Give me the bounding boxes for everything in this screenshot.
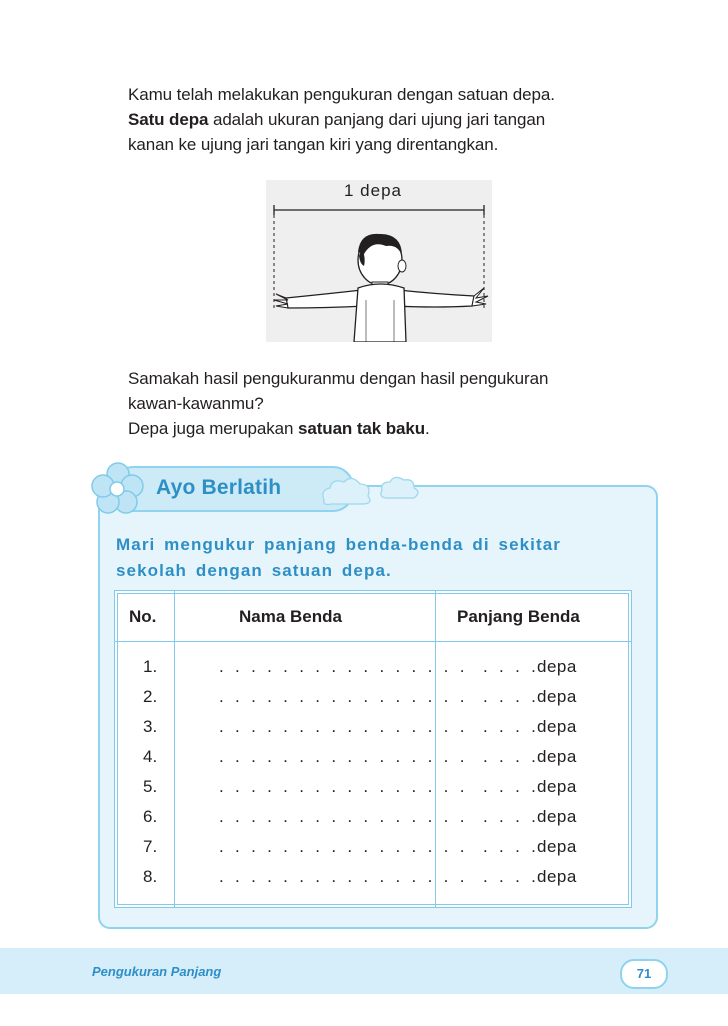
- table-row: [115, 747, 631, 777]
- row-number: 6.: [143, 807, 158, 826]
- footer-chapter-title: Pengukuran Panjang: [92, 964, 222, 979]
- panjang-blank[interactable]: . . . .: [483, 747, 540, 766]
- exercise-title: Ayo Berlatih: [156, 476, 282, 499]
- instruction-line-1: Mari mengukur panjang benda-benda di sekitar: [116, 535, 562, 554]
- table-row: [115, 687, 631, 717]
- unit-label: depa: [537, 807, 577, 826]
- table-row: [115, 807, 631, 837]
- row-number: 3.: [143, 717, 158, 736]
- nama-benda-blank[interactable]: . . . . . . . . . . . . . . . .: [219, 777, 468, 796]
- row-number: 5.: [143, 777, 158, 796]
- satuan-tak-baku-term: satuan tak baku: [298, 419, 426, 438]
- question-line-1: Samakah hasil pengukuranmu dengan hasil pengukuran: [128, 369, 549, 388]
- intro-line-3: kanan ke ujung jari tangan kiri yang direntangkan.: [128, 135, 499, 154]
- row-number: 1.: [143, 657, 158, 676]
- unit-label: depa: [537, 687, 577, 706]
- nama-benda-blank[interactable]: . . . . . . . . . . . . . . . .: [219, 657, 468, 676]
- nama-benda-blank[interactable]: . . . . . . . . . . . . . . . .: [219, 807, 468, 826]
- nama-benda-blank[interactable]: . . . . . . . . . . . . . . . .: [219, 837, 468, 856]
- satu-depa-term: Satu depa: [128, 110, 209, 129]
- exercise-instruction: [116, 532, 638, 584]
- header-panjang-benda: Panjang Benda: [457, 607, 580, 626]
- intro-line-2-rest: adalah ukuran panjang dari ujung jari tangan: [208, 110, 546, 129]
- nama-benda-blank[interactable]: . . . . . . . . . . . . . . . .: [219, 747, 468, 766]
- question-line-3: [128, 416, 668, 441]
- nama-benda-blank[interactable]: . . . . . . . . . . . . . . . .: [219, 717, 468, 736]
- unit-label: depa: [537, 867, 577, 886]
- cloud-decoration-icon: [318, 470, 428, 510]
- panjang-blank[interactable]: . . . .: [483, 687, 540, 706]
- panjang-blank[interactable]: . . . .: [483, 807, 540, 826]
- panjang-blank[interactable]: . . . .: [483, 867, 540, 886]
- intro-line-1: Kamu telah melakukan pengukuran dengan satuan depa.: [128, 85, 555, 104]
- panjang-blank[interactable]: . . . .: [483, 837, 540, 856]
- unit-label: depa: [537, 747, 577, 766]
- header-nama-benda: Nama Benda: [239, 607, 342, 626]
- unit-label: depa: [537, 657, 577, 676]
- row-number: 7.: [143, 837, 158, 856]
- question-line-3-end: .: [425, 419, 430, 438]
- table-row: [115, 777, 631, 807]
- unit-label: depa: [537, 717, 577, 736]
- depa-illustration: [266, 180, 492, 342]
- figure-caption: 1 depa: [344, 181, 402, 200]
- row-number: 8.: [143, 867, 158, 886]
- nama-benda-blank[interactable]: . . . . . . . . . . . . . . . .: [219, 687, 468, 706]
- intro-line-2: [128, 107, 668, 132]
- table-row: [115, 717, 631, 747]
- question-line-3-start: Depa juga merupakan: [128, 419, 299, 438]
- flower-icon: [88, 458, 148, 518]
- panjang-blank[interactable]: . . . .: [483, 777, 540, 796]
- instruction-line-2: sekolah dengan satuan depa.: [116, 561, 392, 580]
- header-divider: [115, 641, 631, 642]
- table-row: [115, 837, 631, 867]
- row-number: 2.: [143, 687, 158, 706]
- question-paragraph: [128, 366, 668, 441]
- panjang-blank[interactable]: . . . .: [483, 657, 540, 676]
- unit-label: depa: [537, 837, 577, 856]
- page-number: 71: [620, 959, 668, 989]
- child-arms-stretched-drawing: [266, 180, 492, 342]
- intro-paragraph: [128, 82, 668, 157]
- table-row: [115, 657, 631, 687]
- panjang-blank[interactable]: . . . .: [483, 717, 540, 736]
- row-number: 4.: [143, 747, 158, 766]
- question-line-2: kawan-kawanmu?: [128, 394, 264, 413]
- unit-label: depa: [537, 777, 577, 796]
- measurement-table: [114, 590, 632, 908]
- nama-benda-blank[interactable]: . . . . . . . . . . . . . . . .: [219, 867, 468, 886]
- header-no: No.: [129, 607, 157, 626]
- table-row: [115, 867, 631, 897]
